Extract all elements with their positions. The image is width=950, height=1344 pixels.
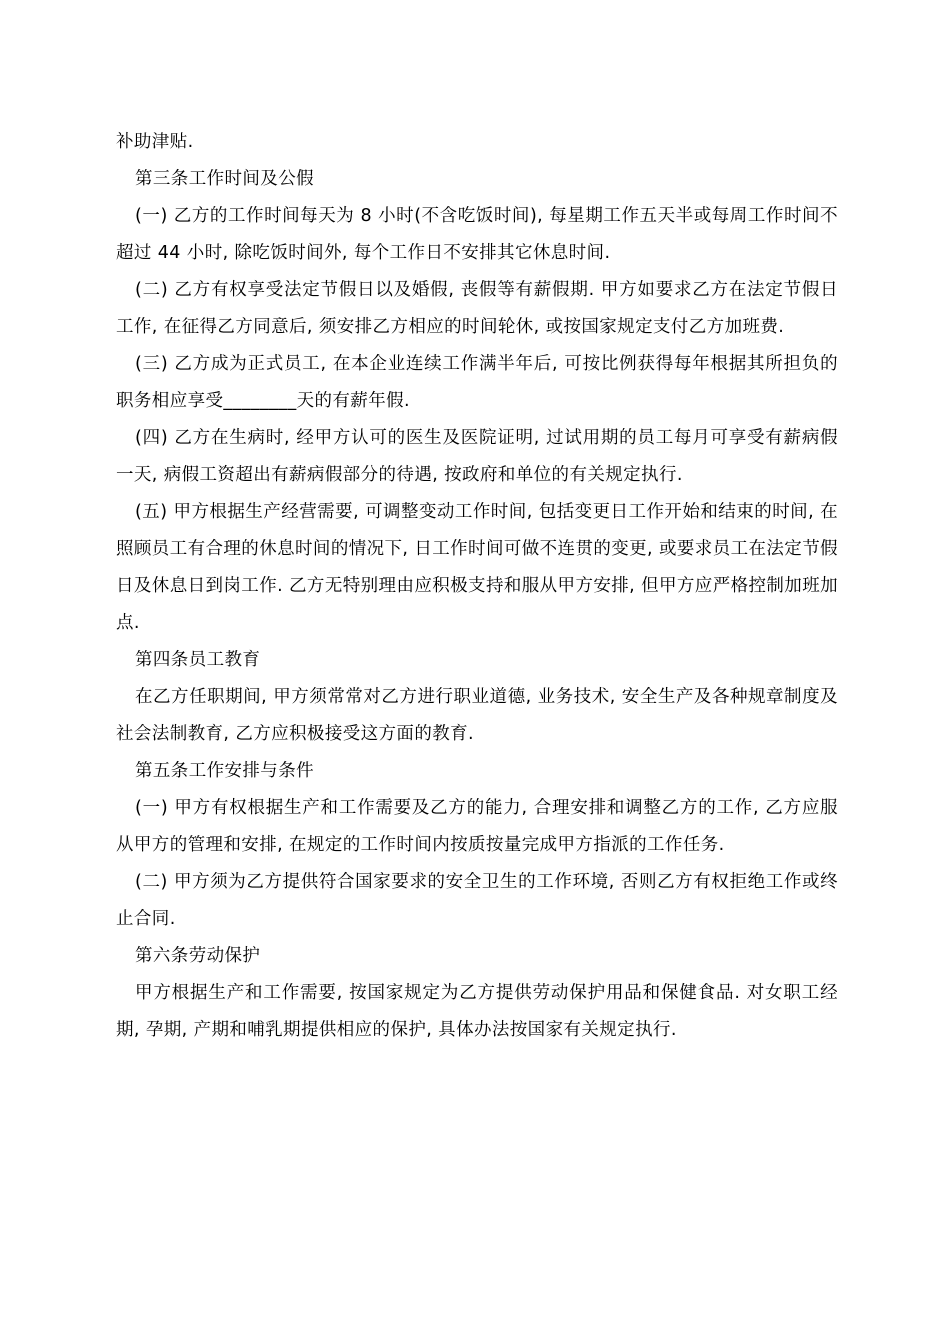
document-body (116, 124, 838, 1049)
article-6-body: 甲方根据生产和工作需要, 按国家规定为乙方提供劳动保护用品和保健食品. 对女职工经期, 孕期, 产期和哺乳期提供相应的保护, 具体办法按国家有关规定执行. (116, 983, 838, 1040)
article-4-body: 在乙方任职期间, 甲方须常常对乙方进行职业道德, 业务技术, 安全生产及各种规章制度及社会法制教育, 乙方应积极接受这方面的教育. (116, 687, 838, 744)
article-6-heading: 第六条劳动保护 (135, 946, 261, 966)
paragraph-continuation: 补助津贴. (116, 132, 194, 152)
article-5-clause-2: (二) 甲方须为乙方提供符合国家要求的安全卫生的工作环境, 否则乙方有权拒绝工作或终止合同. (116, 872, 838, 929)
article-3-clause-2: (二) 乙方有权享受法定节假日以及婚假, 丧假等有薪假期. 甲方如要求乙方在法定节假日工作, 在征得乙方同意后, 须安排乙方相应的时间轮休, 或按国家规定支付乙方加班费. (116, 280, 838, 337)
article-3-clause-5: (五) 甲方根据生产经营需要, 可调整变动工作时间, 包括变更日工作开始和结束的时间, 在照顾员工有合理的休息时间的情况下, 日工作时间可做不连贯的变更, 或要求员工在法定节假日及休息日到岗工作. 乙方无特别理由应积极支持和服从甲方安排, 但甲方应严格控制加班加点. (116, 502, 838, 633)
article-3-heading: 第三条工作时间及公假 (135, 169, 314, 189)
article-5-heading: 第五条工作安排与条件 (135, 761, 314, 781)
article-3-clause-3: (三) 乙方成为正式员工, 在本企业连续工作满半年后, 可按比例获得每年根据其所担负的职务相应享受________天的有薪年假. (116, 354, 838, 411)
article-4-heading: 第四条员工教育 (135, 650, 261, 670)
article-3-clause-4: (四) 乙方在生病时, 经甲方认可的医生及医院证明, 过试用期的员工每月可享受有薪病假一天, 病假工资超出有薪病假部分的待遇, 按政府和单位的有关规定执行. (116, 428, 838, 485)
article-3-clause-1: (一) 乙方的工作时间每天为 8 小时(不含吃饭时间), 每星期工作五天半或每周工作时间不超过 44 小时, 除吃饭时间外, 每个工作日不安排其它休息时间. (116, 206, 838, 263)
article-5-clause-1: (一) 甲方有权根据生产和工作需要及乙方的能力, 合理安排和调整乙方的工作, 乙方应服从甲方的管理和安排, 在规定的工作时间内按质按量完成甲方指派的工作任务. (116, 798, 838, 855)
